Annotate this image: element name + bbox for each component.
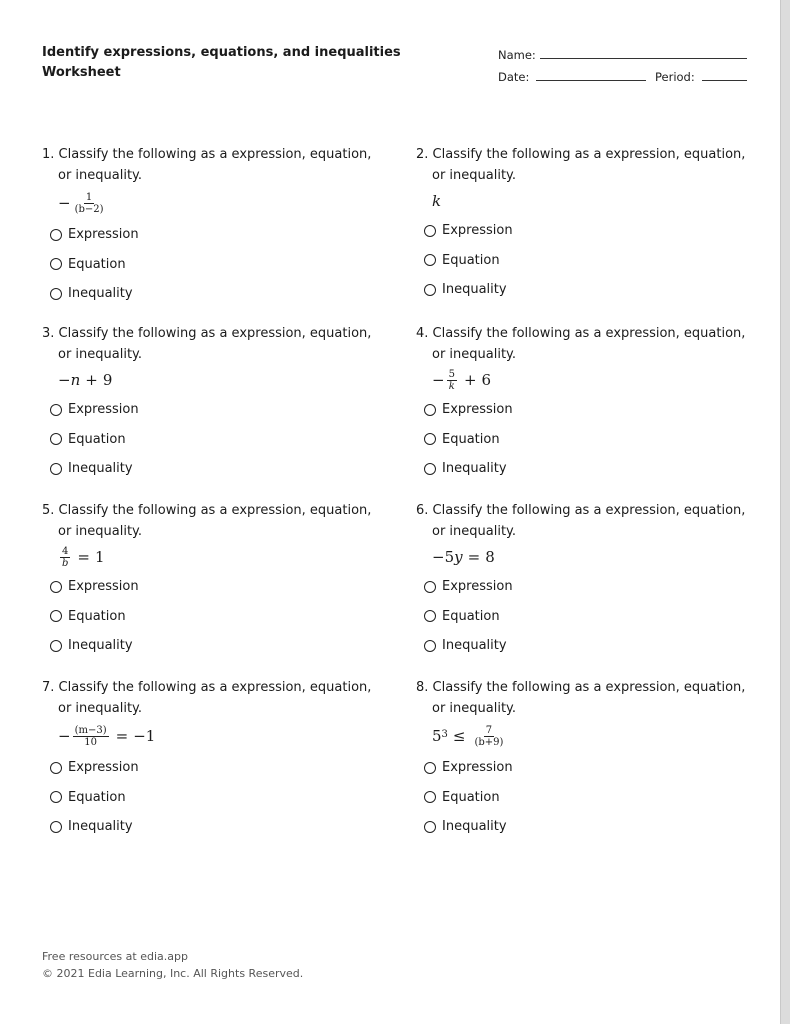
question-7 <box>42 677 382 842</box>
option-label: Inequality <box>442 819 507 835</box>
prompt-line-1: Classify the following as a expression, equation, <box>432 326 746 341</box>
option-label: Inequality <box>442 461 507 477</box>
option-expression[interactable] <box>416 216 756 246</box>
title-line-1: Identify expressions, equations, and inequalities <box>42 45 401 60</box>
prompt-line-2: or inequality. <box>432 524 517 539</box>
radio-icon[interactable] <box>424 463 436 475</box>
option-label: Expression <box>442 223 513 239</box>
option-label: Equation <box>68 608 126 624</box>
option-label: Equation <box>442 431 500 447</box>
math-rhs: −1 <box>133 727 156 745</box>
prompt-line-1: Classify the following as a expression, equation, <box>432 503 746 518</box>
footer <box>42 948 303 982</box>
option-label: Equation <box>68 431 126 447</box>
option-label: Equation <box>442 608 500 624</box>
period-field[interactable] <box>702 80 747 81</box>
radio-icon[interactable] <box>424 284 436 296</box>
prompt-line-1: Classify the following as a expression, equation, <box>58 680 372 695</box>
math-operator: + <box>463 371 477 389</box>
math-minus: − <box>58 194 71 212</box>
radio-icon[interactable] <box>50 258 62 270</box>
math-expression <box>42 365 382 395</box>
radio-icon[interactable] <box>50 229 62 241</box>
math-variable: k <box>432 192 442 210</box>
option-expression[interactable] <box>42 753 382 783</box>
radio-icon[interactable] <box>50 288 62 300</box>
option-label: Expression <box>68 579 139 595</box>
math-minus: − <box>58 727 71 745</box>
math-fraction <box>73 192 106 215</box>
option-label: Inequality <box>442 282 507 298</box>
radio-icon[interactable] <box>424 821 436 833</box>
math-fraction <box>473 725 506 748</box>
option-label: Expression <box>68 402 139 418</box>
math-lhs: −5 <box>432 548 455 566</box>
prompt-line-2: or inequality. <box>432 347 517 362</box>
option-label: Expression <box>442 402 513 418</box>
fraction-denominator: (b+9) <box>474 736 504 748</box>
radio-icon[interactable] <box>50 640 62 652</box>
fraction-denominator: 10 <box>84 736 97 748</box>
radio-icon[interactable] <box>424 791 436 803</box>
radio-icon[interactable] <box>424 610 436 622</box>
fraction-numerator: 7 <box>485 724 493 736</box>
option-expression[interactable] <box>42 395 382 425</box>
question-prompt <box>42 323 382 365</box>
option-label: Expression <box>442 760 513 776</box>
question-prompt <box>416 323 756 365</box>
math-operator: ≤ <box>452 727 466 745</box>
math-fraction <box>60 546 70 569</box>
math-expression <box>42 186 382 220</box>
question-prompt <box>416 677 756 719</box>
option-label: Inequality <box>442 638 507 654</box>
title-line-2: Worksheet <box>42 65 121 80</box>
question-number: 4. <box>416 326 429 341</box>
prompt-line-2: or inequality. <box>432 701 517 716</box>
option-inequality[interactable] <box>416 812 756 842</box>
math-exponent: 3 <box>441 728 448 740</box>
fraction-numerator: 1 <box>85 191 93 203</box>
math-base: 5 <box>432 727 442 745</box>
fraction-denominator: (b−2) <box>74 203 104 215</box>
math-fraction <box>447 369 457 392</box>
option-label: Equation <box>68 789 126 805</box>
option-inequality[interactable] <box>42 812 382 842</box>
math-expression <box>416 542 756 572</box>
math-expression <box>42 542 382 572</box>
prompt-line-1: Classify the following as a expression, equation, <box>58 503 372 518</box>
option-expression[interactable] <box>42 220 382 250</box>
page-edge <box>780 0 790 1024</box>
option-label: Inequality <box>68 819 133 835</box>
period-label: Period: <box>655 70 695 84</box>
question-prompt <box>416 144 756 186</box>
math-minus: − <box>58 371 71 389</box>
math-expression <box>42 719 382 753</box>
option-inequality[interactable] <box>42 631 382 661</box>
math-operator: + <box>85 371 98 389</box>
worksheet-title <box>42 43 401 83</box>
question-number: 3. <box>42 326 55 341</box>
radio-icon[interactable] <box>50 463 62 475</box>
radio-icon[interactable] <box>424 433 436 445</box>
math-rhs: 9 <box>102 371 113 389</box>
radio-icon[interactable] <box>424 640 436 652</box>
question-prompt <box>416 500 756 542</box>
option-inequality[interactable] <box>416 454 756 484</box>
radio-icon[interactable] <box>424 225 436 237</box>
option-equation[interactable] <box>416 783 756 813</box>
name-field[interactable] <box>540 58 747 59</box>
prompt-line-1: Classify the following as a expression, equation, <box>58 147 372 162</box>
fraction-numerator: 4 <box>62 545 69 557</box>
math-rhs: 1 <box>94 548 105 566</box>
math-variable: n <box>70 371 81 389</box>
prompt-line-2: or inequality. <box>58 168 143 183</box>
radio-icon[interactable] <box>50 791 62 803</box>
option-label: Equation <box>442 789 500 805</box>
prompt-line-2: or inequality. <box>58 701 143 716</box>
prompt-line-2: or inequality. <box>58 347 143 362</box>
option-inequality[interactable] <box>416 275 756 305</box>
math-expression <box>416 186 756 216</box>
option-equation[interactable] <box>416 425 756 455</box>
math-expression <box>416 719 756 753</box>
radio-icon[interactable] <box>50 610 62 622</box>
prompt-line-1: Classify the following as a expression, equation, <box>432 147 746 162</box>
fraction-denominator: k <box>448 380 455 392</box>
option-inequality[interactable] <box>416 631 756 661</box>
option-label: Equation <box>68 256 126 272</box>
option-equation[interactable] <box>42 425 382 455</box>
question-8 <box>416 677 756 842</box>
fraction-numerator: (m−3) <box>74 724 107 736</box>
radio-icon[interactable] <box>424 762 436 774</box>
question-number: 2. <box>416 147 429 162</box>
radio-icon[interactable] <box>424 254 436 266</box>
option-label: Inequality <box>68 461 133 477</box>
date-field[interactable] <box>536 80 646 81</box>
radio-icon[interactable] <box>424 581 436 593</box>
question-number: 5. <box>42 503 55 518</box>
option-inequality[interactable] <box>42 279 382 309</box>
option-label: Inequality <box>68 286 133 302</box>
date-label: Date: <box>498 70 530 84</box>
prompt-line-2: or inequality. <box>432 168 517 183</box>
fraction-denominator: b <box>62 557 69 569</box>
question-number: 1. <box>42 147 55 162</box>
question-6 <box>416 500 756 661</box>
option-expression[interactable] <box>416 753 756 783</box>
option-expression[interactable] <box>416 572 756 602</box>
option-label: Expression <box>68 760 139 776</box>
math-expression <box>416 365 756 395</box>
question-prompt <box>42 677 382 719</box>
option-equation[interactable] <box>416 246 756 276</box>
math-operator: = <box>77 548 90 566</box>
footer-line-2: © 2021 Edia Learning, Inc. All Rights Reserved. <box>42 967 304 980</box>
question-2 <box>416 144 756 305</box>
question-3 <box>42 323 382 484</box>
math-rhs: 6 <box>481 371 492 389</box>
option-equation[interactable] <box>416 602 756 632</box>
math-operator: = <box>467 548 481 566</box>
question-1 <box>42 144 382 309</box>
math-rhs: 8 <box>485 548 495 566</box>
option-expression[interactable] <box>42 572 382 602</box>
prompt-line-2: or inequality. <box>58 524 143 539</box>
option-label: Equation <box>442 252 500 268</box>
option-label: Expression <box>68 227 139 243</box>
question-prompt <box>42 144 382 186</box>
radio-icon[interactable] <box>50 404 62 416</box>
option-equation[interactable] <box>42 250 382 280</box>
radio-icon[interactable] <box>50 762 62 774</box>
math-fraction <box>73 725 109 748</box>
fraction-numerator: 5 <box>448 368 455 380</box>
prompt-line-1: Classify the following as a expression, equation, <box>432 680 746 695</box>
option-expression[interactable] <box>416 395 756 425</box>
option-equation[interactable] <box>42 602 382 632</box>
option-inequality[interactable] <box>42 454 382 484</box>
question-5 <box>42 500 382 661</box>
name-label: Name: <box>498 48 536 62</box>
option-label: Expression <box>442 579 513 595</box>
question-number: 6. <box>416 503 429 518</box>
question-prompt <box>42 500 382 542</box>
radio-icon[interactable] <box>50 581 62 593</box>
question-number: 8. <box>416 680 429 695</box>
radio-icon[interactable] <box>50 821 62 833</box>
option-label: Inequality <box>68 638 133 654</box>
math-variable: y <box>454 548 463 566</box>
radio-icon[interactable] <box>424 404 436 416</box>
option-equation[interactable] <box>42 783 382 813</box>
footer-line-1: Free resources at edia.app <box>42 950 188 963</box>
prompt-line-1: Classify the following as a expression, equation, <box>58 326 372 341</box>
radio-icon[interactable] <box>50 433 62 445</box>
question-4 <box>416 323 756 484</box>
math-minus: − <box>432 371 445 389</box>
question-number: 7. <box>42 680 55 695</box>
math-operator: = <box>115 727 129 745</box>
